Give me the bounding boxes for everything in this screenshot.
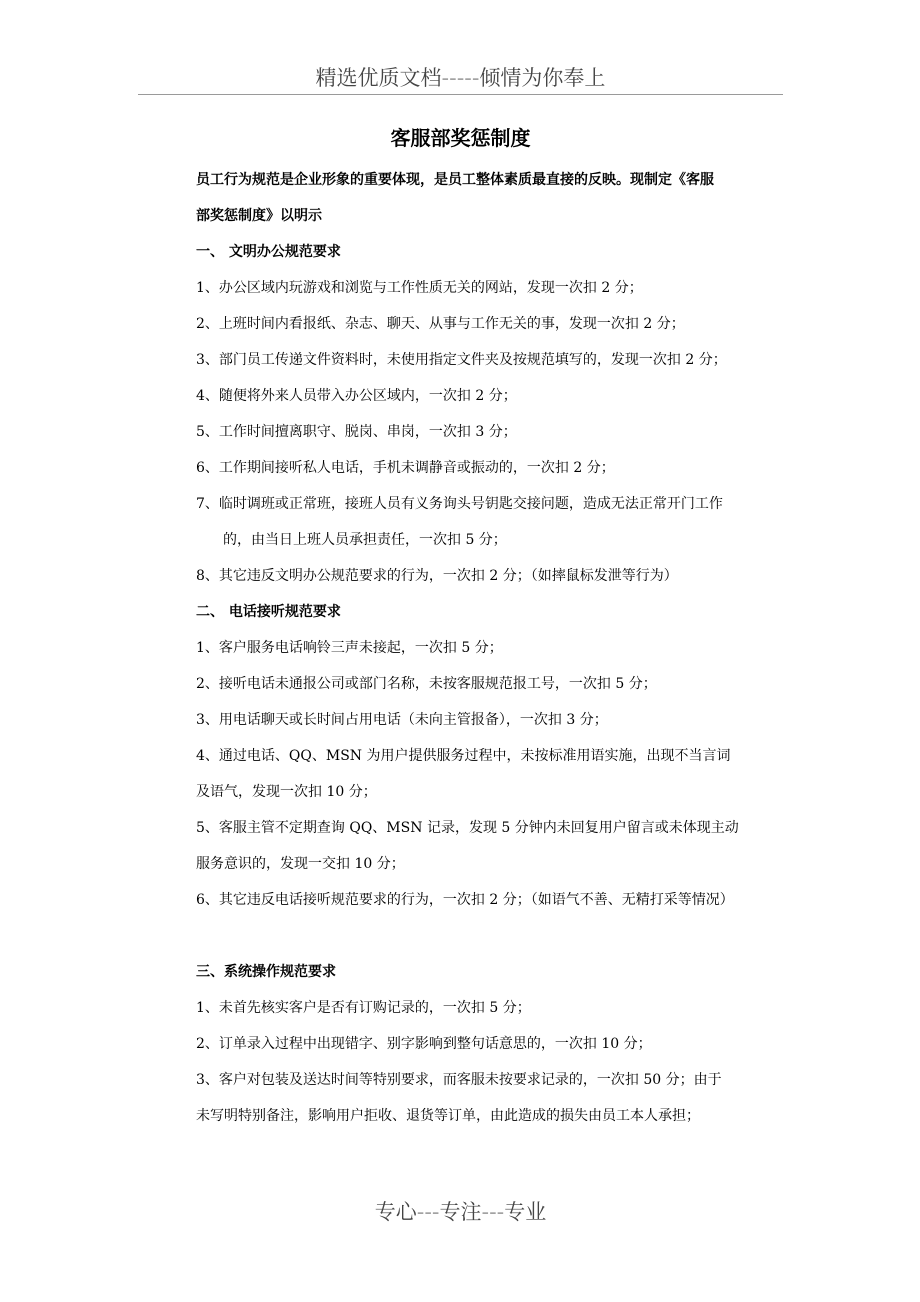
list-item-continuation: 服务意识的，发现一交扣 10 分； [196,856,405,872]
list-item: 1、办公区域内玩游戏和浏览与工作性质无关的网站，发现一次扣 2 分； [196,280,643,296]
document-title: 客服部奖惩制度 [390,126,531,150]
intro-line-1: 员工行为规范是企业形象的重要体现，是员工整体素质最直接的反映。现制定《客服 [196,172,714,188]
list-item: 2、接听电话未通报公司或部门名称，未按客服规范报工号，一次扣 5 分； [196,676,657,692]
list-item: 4、随便将外来人员带入办公区域内，一次扣 2 分； [196,388,517,404]
list-item: 5、客服主管不定期查询 QQ、MSN 记录，发现 5 分钟内未回复用户留言或未体现主动 [196,820,739,836]
list-item: 4、通过电话、QQ、MSN 为用户提供服务过程中，未按标准用语实施，出现不当言词 [196,748,731,764]
list-item: 3、客户对包装及送达时间等特别要求，而客服未按要求记录的，一次扣 50 分；由于 [196,1072,722,1088]
list-item-continuation: 及语气，发现一次扣 10 分； [196,784,377,800]
list-item: 3、部门员工传递文件资料时，未使用指定文件夹及按规范填写的，发现一次扣 2 分； [196,352,727,368]
header-divider [138,94,783,95]
section-heading-2: 二、 电话接听规范要求 [196,604,341,620]
section-heading-1: 一、 文明办公规范要求 [196,244,341,260]
list-item: 6、工作期间接听私人电话，手机未调静音或振动的，一次扣 2 分； [196,460,615,476]
page-header: 精选优质文档-----倾情为你奉上 [315,66,606,90]
list-item: 2、订单录入过程中出现错字、别字影响到整句话意思的，一次扣 10 分； [196,1036,652,1052]
page-footer: 专心---专注---专业 [374,1200,547,1224]
list-item: 7、临时调班或正常班，接班人员有义务询头号钥匙交接问题，造成无法正常开门工作 [196,496,723,512]
intro-line-2: 部奖惩制度》以明示 [196,208,322,224]
list-item: 1、客户服务电话响铃三声未接起，一次扣 5 分； [196,640,503,656]
list-item-continuation: 的，由当日上班人员承担责任，一次扣 5 分； [223,532,507,548]
list-item-continuation: 未写明特别备注，影响用户拒收、退货等订单，由此造成的损失由员工本人承担； [196,1108,700,1124]
list-item: 1、未首先核实客户是否有订购记录的，一次扣 5 分； [196,1000,531,1016]
list-item: 8、其它违反文明办公规范要求的行为，一次扣 2 分；（如摔鼠标发泄等行为） [196,568,678,584]
document-body [196,162,796,1134]
list-item: 2、上班时间内看报纸、杂志、聊天、从事与工作无关的事，发现一次扣 2 分； [196,316,685,332]
section-heading-3: 三、系统操作规范要求 [196,964,336,980]
blank-line [196,918,796,954]
list-item: 6、其它违反电话接听规范要求的行为，一次扣 2 分；（如语气不善、无精打采等情况） [196,892,734,908]
list-item: 3、用电话聊天或长时间占用电话（未向主管报备），一次扣 3 分； [196,712,608,728]
list-item: 5、工作时间擅离职守、脱岗、串岗，一次扣 3 分； [196,424,517,440]
